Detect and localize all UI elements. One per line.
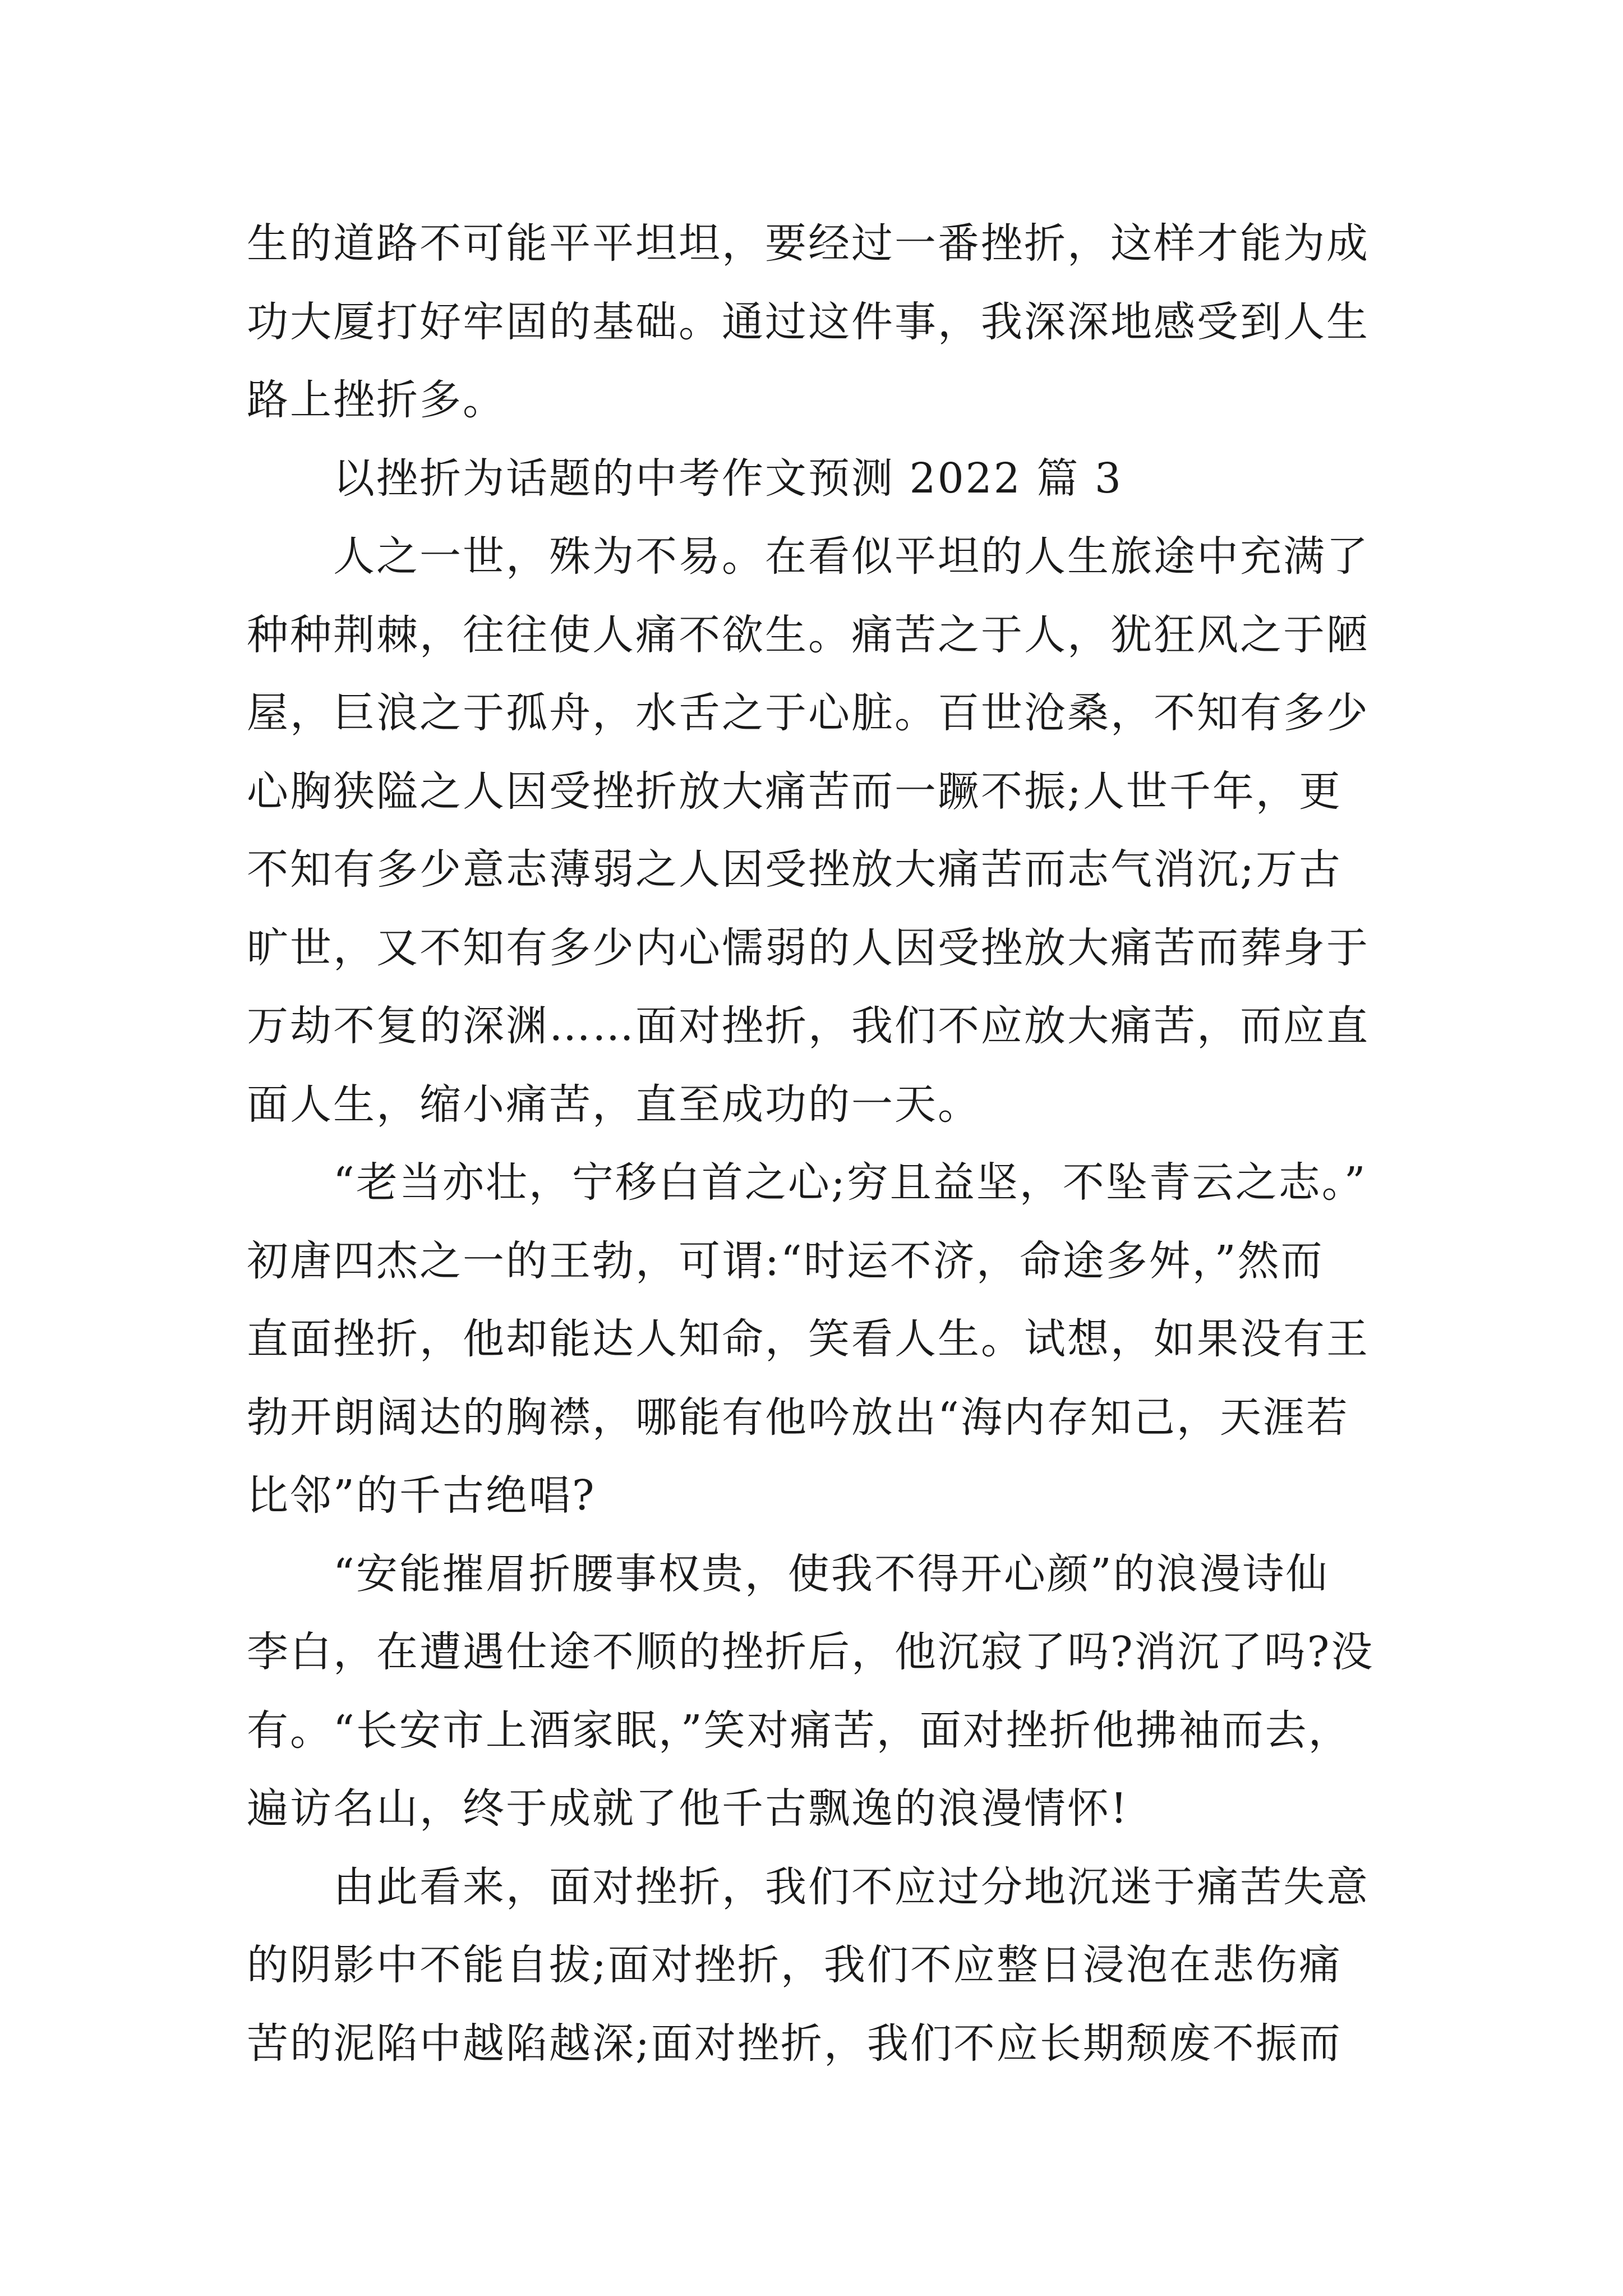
text-line: 遍访名山，终于成就了他千古飘逸的浪漫情怀! (247, 1784, 1129, 1833)
text-line: 苦的泥陷中越陷越深;面对挫折，我们不应长期颓废不振而 (247, 2019, 1342, 2068)
text-line: 路上挫折多。 (247, 376, 506, 424)
text-line: 万劫不复的深渊……面对挫折，我们不应放大痛苦，而应直 (247, 1002, 1370, 1050)
text-line: 初唐四杰之一的王勃，可谓:“时运不济，命途多舛，”然而 (247, 1236, 1324, 1285)
paragraph-start: 由此看来，面对挫折，我们不应过分地沉迷于痛苦失意 (333, 1862, 1370, 1911)
text-line: 屋，巨浪之于孤舟，水舌之于心脏。百世沧桑，不知有多少 (247, 689, 1370, 737)
section-heading: 以挫折为话题的中考作文预测 2022 篇 3 (333, 454, 1123, 503)
text-line: 面人生，缩小痛苦，直至成功的一天。 (247, 1080, 981, 1129)
text-line: 李白，在遭遇仕途不顺的挫折后，他沉寂了吗?消沉了吗?没 (247, 1628, 1375, 1676)
text-line: 心胸狭隘之人因受挫折放大痛苦而一蹶不振;人世千年，更 (247, 767, 1342, 816)
text-line: 勃开朗阔达的胸襟，哪能有他吟放出“海内存知己，天涯若 (247, 1393, 1349, 1442)
text-line: 有。“长安市上酒家眠，”笑对痛苦，面对挫折他拂袖而去， (247, 1706, 1352, 1755)
text-line: 直面挫折，他却能达人知命，笑看人生。试想，如果没有王 (247, 1315, 1370, 1363)
text-line: 功大厦打好牢固的基础。通过这件事，我深深地感受到人生 (247, 297, 1370, 346)
text-line: 不知有多少意志薄弱之人因受挫放大痛苦而志气消沉;万古 (247, 845, 1342, 894)
text-line: 的阴影中不能自拔;面对挫折，我们不应整日浸泡在悲伤痛 (247, 1941, 1342, 1989)
body-text (247, 205, 1396, 2083)
text-line: 种种荆棘，往往使人痛不欲生。痛苦之于人，犹狂风之于陋 (247, 610, 1370, 659)
paragraph-start: 人之一世，殊为不易。在看似平坦的人生旅途中充满了 (333, 532, 1370, 581)
text-line: 比邻”的千古绝唱? (247, 1471, 596, 1520)
paragraph-start: “安能摧眉折腰事权贵，使我不得开心颜”的浪漫诗仙 (333, 1549, 1329, 1598)
text-line: 生的道路不可能平平坦坦，要经过一番挫折，这样才能为成 (247, 219, 1370, 268)
text-line: 旷世，又不知有多少内心懦弱的人因受挫放大痛苦而葬身于 (247, 923, 1370, 972)
paragraph-start: “老当亦壮，宁移白首之心;穷且益坚，不坠青云之志。” (333, 1158, 1367, 1207)
